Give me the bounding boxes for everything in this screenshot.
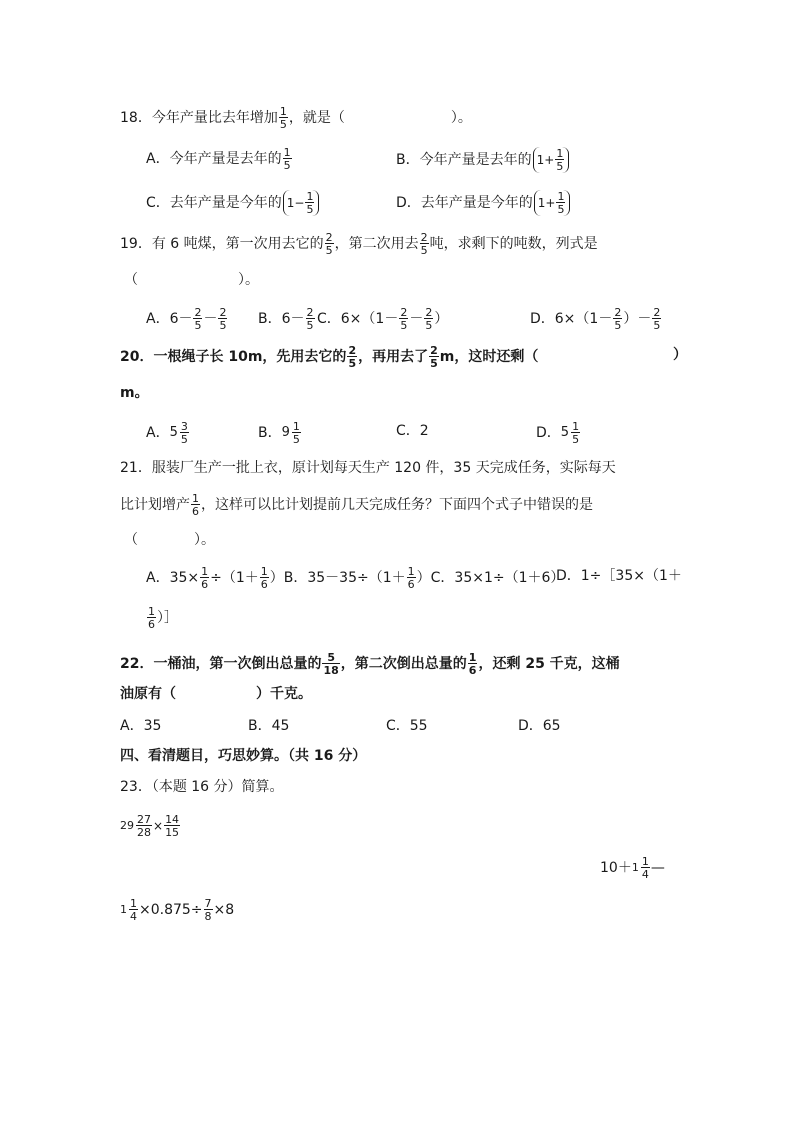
q20-fraction-1 <box>347 345 357 369</box>
operator: ÷（1＋ <box>210 570 259 586</box>
operator: ） <box>434 311 449 327</box>
denominator: 5 <box>180 433 188 446</box>
numerator: 1 <box>292 420 300 433</box>
option-text: A．35× <box>146 570 200 586</box>
numerator: 1 <box>641 855 649 868</box>
numerator: 1 <box>192 492 199 505</box>
fraction <box>204 898 213 922</box>
option-text: A．6－ <box>146 311 193 327</box>
q22-stem <box>120 652 620 676</box>
denominator: 6 <box>260 578 268 591</box>
operator: － <box>203 311 218 327</box>
denominator: 6 <box>468 664 477 677</box>
q19-fraction-1 <box>325 232 334 256</box>
q18-option-d[interactable] <box>396 190 571 216</box>
mixed-number <box>120 814 153 838</box>
q22-fraction-2 <box>468 652 478 676</box>
numerator: 2 <box>348 344 357 357</box>
numerator: 1 <box>201 565 209 578</box>
fraction <box>613 307 622 331</box>
operator: × <box>153 819 164 833</box>
q20-text-e: m。 <box>120 385 149 401</box>
denominator: 5 <box>279 118 287 131</box>
operator: ）］ <box>157 610 178 626</box>
numerator: 5 <box>327 651 335 664</box>
numerator: 1 <box>306 190 314 203</box>
q23-expression-1 <box>120 814 181 838</box>
q21-answer-blank[interactable] <box>124 530 215 550</box>
whole: 29 <box>120 819 134 832</box>
mixed-number <box>561 421 581 445</box>
fraction <box>424 307 433 331</box>
q21-text-2a: 比计划增产 <box>120 497 190 513</box>
mixed-number <box>170 421 190 445</box>
expr-dash: — <box>650 860 665 876</box>
q20-text-d: ） <box>673 347 687 363</box>
paren-expression <box>533 147 570 173</box>
fraction <box>260 566 269 590</box>
denominator: 4 <box>130 910 137 923</box>
q20-blank-close <box>673 345 687 365</box>
section-title-text: 四、看清题目，巧思妙算。（共 16 分） <box>120 748 367 764</box>
operator: ） <box>269 570 284 586</box>
q19-option-d[interactable] <box>530 307 662 331</box>
q22-text-d: 油原有（ <box>120 686 176 702</box>
q19-option-b[interactable] <box>258 307 316 331</box>
denominator: 5 <box>325 244 333 257</box>
q21-options-row <box>146 566 564 590</box>
fraction <box>200 566 209 590</box>
denominator: 6 <box>148 618 155 631</box>
option-text: B．35－35÷（1＋ <box>283 570 406 586</box>
q21-line-1 <box>120 458 616 478</box>
option-text: D．6×（1－ <box>530 311 613 327</box>
q21-option-c[interactable] <box>431 570 565 586</box>
numerator: 7 <box>204 897 212 910</box>
denominator: 28 <box>137 826 151 839</box>
q23-stem <box>120 777 284 797</box>
fraction <box>147 606 156 630</box>
operator: ） <box>416 570 431 586</box>
numerator: 2 <box>219 306 227 319</box>
q19-text-b: ，第二次用去 <box>334 236 419 252</box>
denominator: 5 <box>430 357 438 370</box>
q19-text-a: 19．有 6 吨煤，第一次用去它的 <box>120 236 324 252</box>
whole: 9 <box>281 425 290 440</box>
blank-open: （ <box>124 272 138 288</box>
denominator: 5 <box>194 319 202 332</box>
denominator: 5 <box>556 160 564 173</box>
q22-fraction-1 <box>322 652 339 676</box>
operator: － <box>409 311 424 327</box>
option-text: B．45 <box>248 718 290 734</box>
option-text: C．2 <box>396 423 429 439</box>
q18-text-c: ）。 <box>450 110 472 126</box>
numerator: 1 <box>407 565 415 578</box>
denominator: 5 <box>219 319 227 332</box>
q23-expression-2 <box>600 856 665 880</box>
q21-option-d[interactable] <box>556 566 682 586</box>
denominator: 18 <box>323 664 339 677</box>
denominator: 5 <box>400 319 408 332</box>
q22-text-a: 22．一桶油，第一次倒出总量的 <box>120 656 322 672</box>
q20-text-b: ，再用去了 <box>358 349 429 365</box>
q18-fraction <box>279 106 288 130</box>
denominator: 6 <box>407 578 415 591</box>
q22-option-b[interactable] <box>248 716 289 736</box>
denominator: 5 <box>292 433 300 446</box>
q19-text-c: 吨，求剩下的吨数，列式是 <box>429 236 598 252</box>
q18-text-b: ，就是（ <box>288 110 345 126</box>
mixed-number <box>120 898 139 922</box>
numerator: 1 <box>468 651 477 664</box>
fraction <box>164 814 180 838</box>
q20-text-a: 20．一根绳子长 10m，先用去它的 <box>120 349 347 365</box>
blank-close: ）。 <box>194 532 215 548</box>
numerator: 2 <box>653 306 661 319</box>
option-text: D．去年产量是今年的 <box>396 195 533 211</box>
numerator: 2 <box>194 306 202 319</box>
q19-answer-blank[interactable] <box>124 270 259 290</box>
denominator: 5 <box>348 357 357 370</box>
q18-option-c[interactable] <box>146 190 320 216</box>
q21-option-d-cont <box>146 606 178 630</box>
q22-text-c: ，还剩 25 千克，这桶 <box>478 656 620 672</box>
numerator: 1 <box>572 420 580 433</box>
q21-text-1: 21．服装厂生产一批上衣，原计划每天生产 120 件，35 天完成任务，实际每天 <box>120 460 616 476</box>
q22-option-c[interactable] <box>386 716 428 736</box>
numerator: 1 <box>283 146 291 159</box>
option-fraction <box>283 147 292 171</box>
expr-text: ×0.875÷ <box>139 902 203 918</box>
numerator: 1 <box>556 147 564 160</box>
q21-option-b[interactable] <box>283 565 431 591</box>
option-text: B．今年产量是去年的 <box>396 152 532 168</box>
numerator: 3 <box>180 420 188 433</box>
mixed-number <box>282 421 302 445</box>
section-4-title <box>120 746 366 766</box>
fraction <box>306 307 315 331</box>
expr-text-end: ×8 <box>213 902 235 918</box>
fraction <box>407 566 416 590</box>
denominator: 6 <box>201 578 209 591</box>
q22-text-b: ，第二次倒出总量的 <box>340 656 467 672</box>
mixed-number <box>632 856 651 880</box>
numerator: 2 <box>400 306 408 319</box>
denominator: 5 <box>283 159 291 172</box>
numerator: 2 <box>614 306 622 319</box>
q23-text: 23．（本题 16 分）简算。 <box>120 779 284 795</box>
expr: 1+ <box>537 196 556 210</box>
q18-text-a: 18．今年产量比去年增加 <box>120 110 278 126</box>
denominator: 6 <box>192 505 199 518</box>
option-text: C．去年产量是今年的 <box>146 195 282 211</box>
q21-line-2 <box>120 493 593 517</box>
numerator: 1 <box>557 190 565 203</box>
option-text: D． <box>536 425 561 441</box>
q20-fraction-2 <box>429 345 439 369</box>
whole: 5 <box>560 425 570 440</box>
q21-text-2b: ，这样可以比计划提前几天完成任务？下面四个式子中错误的是 <box>201 497 593 513</box>
blank-close: ）。 <box>238 272 259 288</box>
expr: 1− <box>286 196 305 210</box>
numerator: 1 <box>130 897 137 910</box>
option-text: D．1÷［35×（1＋ <box>556 568 682 584</box>
option-text: B． <box>258 425 282 441</box>
q20-option-a[interactable] <box>146 421 190 445</box>
q20-text-c: m，这时还剩（ <box>439 349 539 365</box>
operator: ）－ <box>623 311 652 327</box>
option-text: A．今年产量是去年的 <box>146 151 282 167</box>
denominator: 5 <box>306 203 314 216</box>
numerator: 2 <box>430 344 438 357</box>
numerator: 2 <box>325 231 333 244</box>
whole: 5 <box>169 425 178 440</box>
q19-stem <box>120 232 598 256</box>
fraction <box>652 307 661 331</box>
q22-stem-2[interactable] <box>120 684 312 704</box>
denominator: 5 <box>306 319 314 332</box>
paren-expression <box>283 190 320 216</box>
q20-option-c[interactable] <box>396 421 429 441</box>
numerator: 1 <box>148 605 155 618</box>
q19-option-c[interactable] <box>317 307 448 331</box>
option-text: A．35 <box>120 718 162 734</box>
q19-fraction-2 <box>420 232 429 256</box>
whole: 1 <box>120 903 127 916</box>
numerator: 14 <box>165 813 180 826</box>
expr-text: 10＋ <box>600 860 632 876</box>
q22-option-d[interactable] <box>518 716 561 736</box>
whole: 1 <box>631 861 639 874</box>
q19-option-a[interactable] <box>146 307 228 331</box>
fraction <box>399 307 408 331</box>
denominator: 15 <box>165 826 180 839</box>
option-text: A． <box>146 425 170 441</box>
option-text: C．35×1÷（1＋6） <box>430 570 565 586</box>
denominator: 5 <box>653 319 661 332</box>
numerator: 2 <box>425 306 433 319</box>
q20-unit <box>120 383 149 403</box>
paren-expression <box>534 190 571 216</box>
q22-option-a[interactable] <box>120 716 161 736</box>
q23-expression-3 <box>120 898 234 922</box>
denominator: 5 <box>557 203 565 216</box>
q20-stem <box>120 345 538 369</box>
q20-option-d[interactable] <box>536 421 581 445</box>
option-text: B．6－ <box>258 311 305 327</box>
q18-option-b[interactable] <box>396 147 570 173</box>
blank-open: （ <box>124 532 138 548</box>
denominator: 5 <box>425 319 433 332</box>
numerator: 1 <box>260 565 268 578</box>
q21-option-a[interactable] <box>146 565 284 591</box>
q21-fraction <box>191 493 200 517</box>
denominator: 8 <box>204 910 212 923</box>
expr: 1+ <box>536 153 555 167</box>
q22-text-e: ）千克。 <box>256 686 312 702</box>
q20-option-b[interactable] <box>258 421 302 445</box>
option-text: D．65 <box>518 718 561 734</box>
numerator: 1 <box>279 105 287 118</box>
option-text: C．55 <box>386 718 428 734</box>
numerator: 2 <box>420 231 428 244</box>
option-text: C．6×（1－ <box>317 311 399 327</box>
denominator: 5 <box>572 433 580 446</box>
denominator: 4 <box>641 868 649 881</box>
numerator: 27 <box>137 813 151 826</box>
q18-option-a[interactable] <box>146 147 293 171</box>
fraction <box>193 307 202 331</box>
denominator: 5 <box>614 319 622 332</box>
denominator: 5 <box>420 244 428 257</box>
numerator: 2 <box>306 306 314 319</box>
fraction <box>218 307 227 331</box>
q18-stem <box>120 106 472 130</box>
